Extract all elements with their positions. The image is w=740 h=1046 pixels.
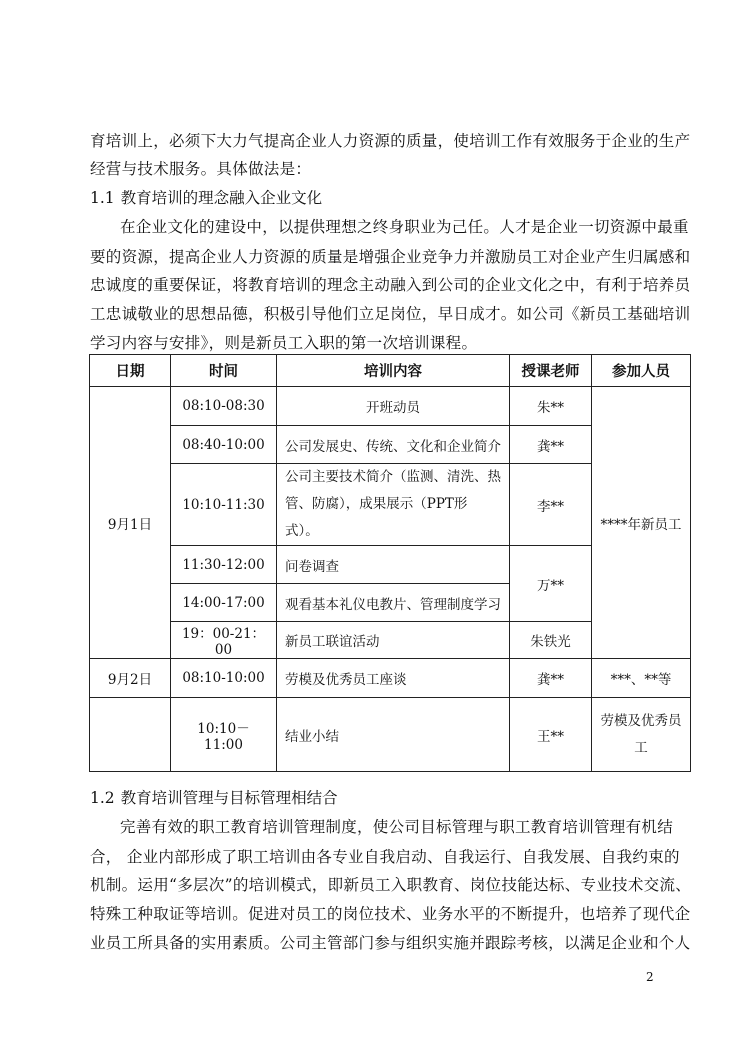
intro-line-2: 经营与技术服务。具体做法是： bbox=[90, 160, 312, 178]
header-date: 日期 bbox=[90, 355, 171, 387]
content-cell: 开班动员 bbox=[277, 387, 510, 426]
paragraph-line: 忠诚度的重要保证，将教育培训的理念主动融入到公司的企业文化之中，有利于培养员 bbox=[90, 276, 691, 294]
section-title: 教育培训管理与目标管理相结合 bbox=[120, 789, 338, 807]
paragraph-line: 特殊工种取证等培训。促进对员工的岗位技术、业务水平的不断提升，也培养了现代企 bbox=[90, 905, 691, 923]
paragraph-line: 要的资源，提高企业人力资源的质量是增强企业竞争力并激励员工对企业产生归属感和 bbox=[90, 248, 691, 266]
date-cell: 9月1日 bbox=[90, 387, 171, 659]
content-cell: 公司发展史、传统、文化和企业简介 bbox=[277, 426, 510, 464]
teacher-cell: 李** bbox=[510, 464, 592, 546]
teacher-cell: 朱** bbox=[510, 387, 592, 426]
content-cell: 问卷调查 bbox=[277, 546, 510, 584]
time-cell: 08:10-10:00 bbox=[171, 659, 277, 698]
content-cell: 公司主要技术简介（监测、清洗、热管、防腐），成果展示（PPT形式）。 bbox=[277, 464, 510, 546]
table-row bbox=[90, 387, 691, 426]
time-cell: 14:00-17:00 bbox=[171, 584, 277, 622]
header-content: 培训内容 bbox=[277, 355, 510, 387]
intro-line-1: 育培训上，必须下大力气提高企业人力资源的质量，使培训工作有效服务于企业的生产 bbox=[90, 132, 691, 150]
header-teacher: 授课老师 bbox=[510, 355, 592, 387]
section-title: 教育培训的理念融入企业文化 bbox=[120, 189, 323, 207]
time-cell: 19：00-21：00 bbox=[171, 622, 277, 659]
date-cell: 9月2日 bbox=[90, 659, 171, 698]
time-cell: 08:10-08:30 bbox=[171, 387, 277, 426]
paragraph-line: 合， 企业内部形成了职工培训由各专业自我启动、自我运行、自我发展、自我约束的 bbox=[90, 848, 680, 866]
participants-cell: ***、**等 bbox=[592, 659, 691, 698]
time-cell: 08:40-10:00 bbox=[171, 426, 277, 464]
page-number: 2 bbox=[646, 970, 654, 984]
table-row bbox=[90, 659, 691, 698]
teacher-cell: 龚** bbox=[510, 659, 592, 698]
participants-cell: ****年新员工 bbox=[592, 387, 691, 659]
time-cell: 11:30-12:00 bbox=[171, 546, 277, 584]
section-heading-1-2 bbox=[90, 786, 338, 808]
paragraph-line: 在企业文化的建设中，以提供理想之终身职业为己任。人才是企业一切资源中最重 bbox=[120, 218, 689, 236]
header-participants: 参加人员 bbox=[592, 355, 691, 387]
paragraph-line: 完善有效的职工教育培训管理制度，使公司目标管理与职工教育培训管理有机结 bbox=[120, 818, 674, 836]
section-heading-1-1 bbox=[90, 186, 322, 208]
time-cell: 10:10-11:30 bbox=[171, 464, 277, 546]
content-cell: 劳模及优秀员工座谈 bbox=[277, 659, 510, 698]
paragraph-line: 学习内容与安排》，则是新员工入职的第一次培训课程。 bbox=[90, 334, 478, 352]
paragraph-line: 机制。运用“多层次”的培训模式，即新员工入职教育、岗位技能达标、专业技术交流、 bbox=[90, 876, 692, 894]
paragraph-line: 工忠诚敬业的思想品德，积极引导他们立足岗位，早日成才。如公司《新员工基础培训 bbox=[90, 305, 691, 323]
teacher-cell: 王** bbox=[510, 698, 592, 772]
section-number: 1.1 bbox=[90, 189, 115, 207]
content-cell: 观看基本礼仪电教片、管理制度学习 bbox=[277, 584, 510, 622]
content-cell: 结业小结 bbox=[277, 698, 510, 772]
teacher-cell: 万** bbox=[510, 546, 592, 622]
teacher-cell: 朱铁光 bbox=[510, 622, 592, 659]
section-number: 1.2 bbox=[90, 789, 115, 807]
time-cell: 10:10－11:00 bbox=[171, 698, 277, 772]
table-header-row bbox=[90, 355, 691, 387]
content-cell: 新员工联谊活动 bbox=[277, 622, 510, 659]
date-cell bbox=[90, 698, 171, 772]
table-row bbox=[90, 698, 691, 772]
teacher-cell: 龚** bbox=[510, 426, 592, 464]
paragraph-line: 业员工所具备的实用素质。公司主管部门参与组织实施并跟踪考核，以满足企业和个人 bbox=[90, 934, 691, 952]
training-schedule-table bbox=[89, 354, 691, 772]
header-time: 时间 bbox=[171, 355, 277, 387]
participants-cell: 劳模及优秀员工 bbox=[592, 698, 691, 772]
